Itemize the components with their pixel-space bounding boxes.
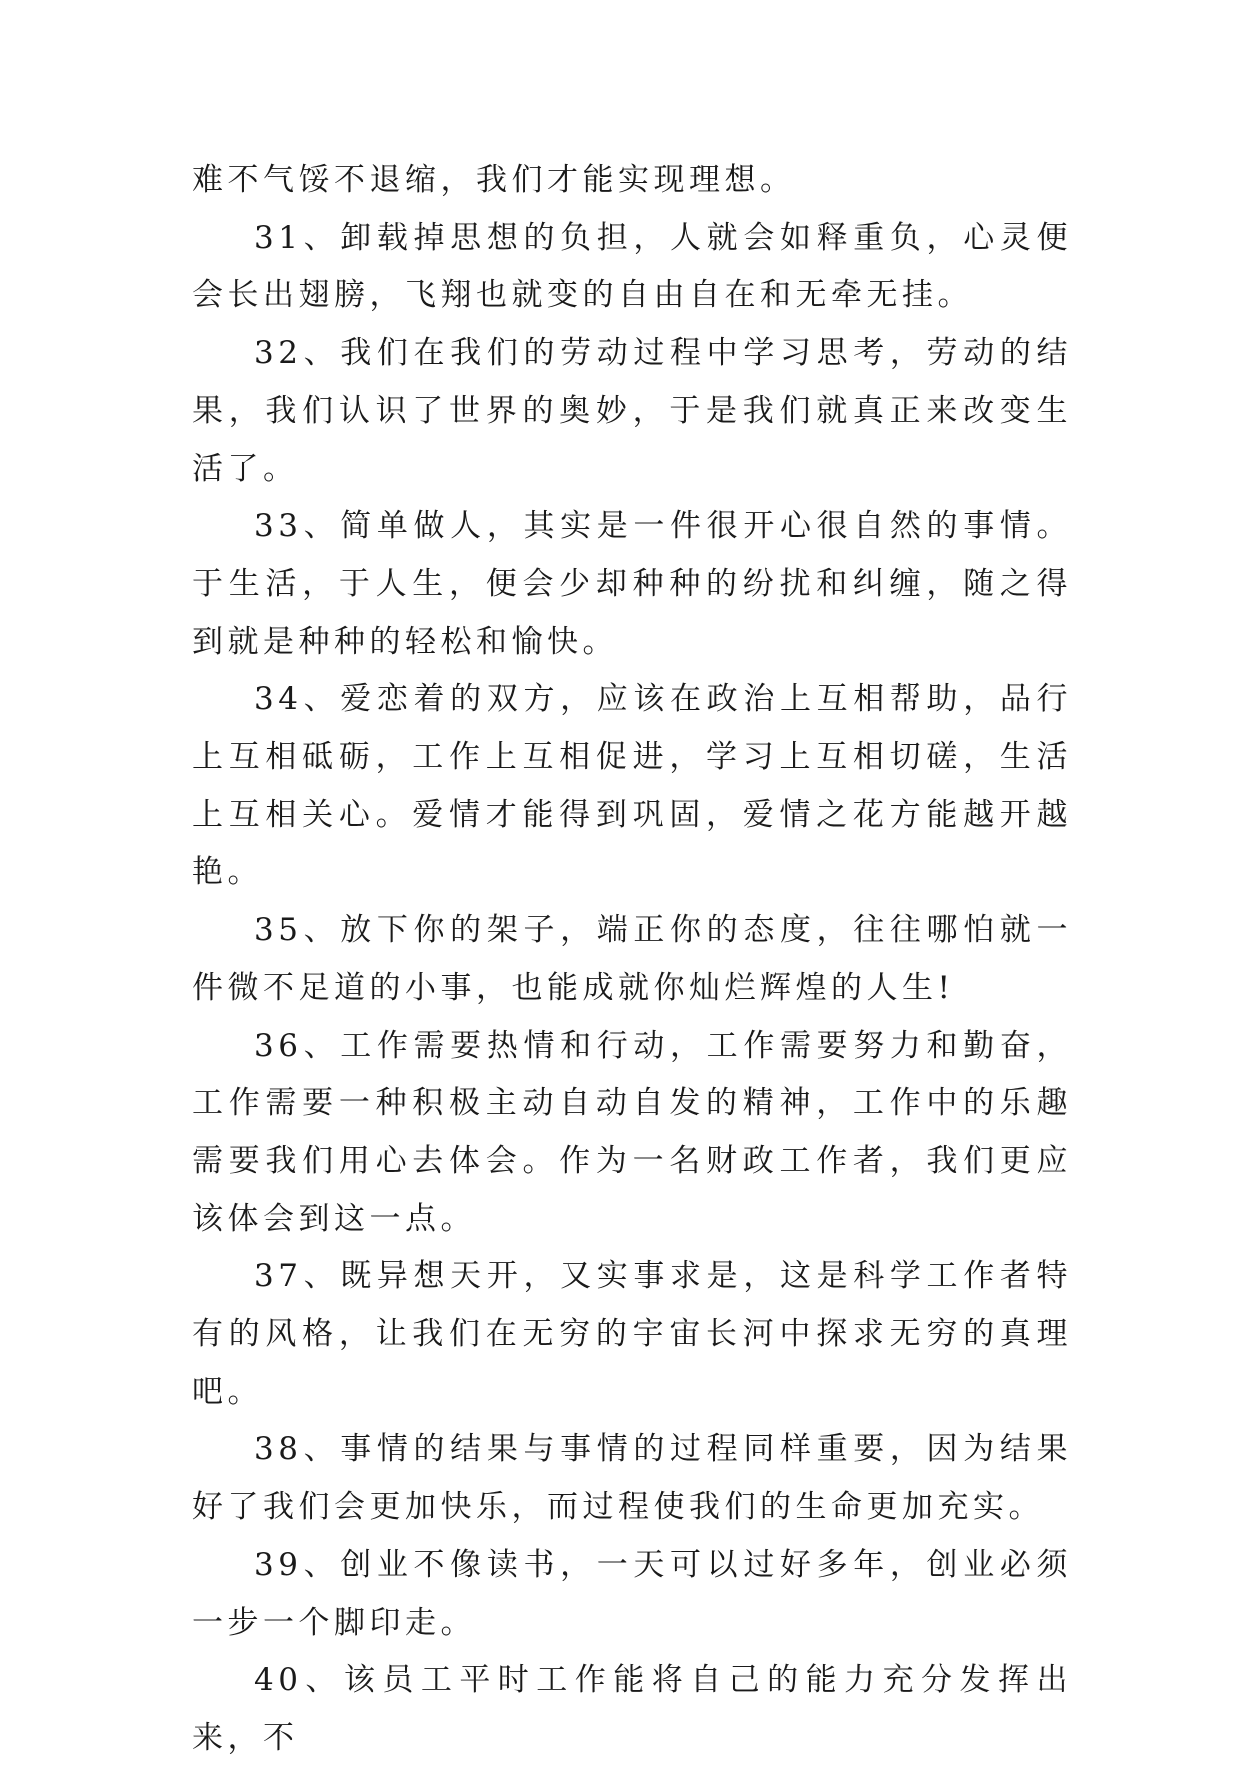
document-body [192,152,1072,1768]
paragraph-39: 39、创业不像读书，一天可以过好多年，创业必须一步一个脚印走。 [192,1546,1072,1641]
paragraph-37: 37、既异想天开，又实事求是，这是科学工作者特有的风格，让我们在无穷的宇宙长河中探求无穷的真理吧。 [192,1258,1072,1410]
paragraph-35: 35、放下你的架子，端正你的态度，往往哪怕就一件微不足道的小事，也能成就你灿烂辉煌的人生! [192,912,1072,1006]
paragraph-38: 38、事情的结果与事情的过程同样重要，因为结果好了我们会更加快乐，而过程使我们的生命更加充实。 [192,1431,1072,1526]
paragraph-32: 32、我们在我们的劳动过程中学习思考，劳动的结果，我们认识了世界的奥妙，于是我们就真正来改变生活了。 [192,335,1072,487]
paragraph-40: 40、该员工平时工作能将自己的能力充分发挥出来，不 [192,1662,1072,1756]
paragraph-36: 36、工作需要热情和行动，工作需要努力和勤奋，工作需要一种积极主动自动自发的精神，工作中的乐趣需要我们用心去体会。作为一名财政工作者，我们更应该体会到这一点。 [192,1027,1072,1237]
paragraph-34: 34、爱恋着的双方，应该在政治上互相帮助，品行上互相砥砺，工作上互相促进，学习上互相切磋，生活上互相关心。爱情才能得到巩固，爱情之花方能越开越艳。 [192,681,1072,891]
paragraph-31: 31、卸载掉思想的负担，人就会如释重负，心灵便会长出翅膀，飞翔也就变的自由自在和无牵无挂。 [192,219,1072,314]
paragraph-continuation: 难不气馁不退缩，我们才能实现理想。 [192,162,796,198]
paragraph-33: 33、简单做人，其实是一件很开心很自然的事情。于生活，于人生，便会少却种种的纷扰和纠缠，随之得到就是种种的轻松和愉快。 [192,508,1072,660]
